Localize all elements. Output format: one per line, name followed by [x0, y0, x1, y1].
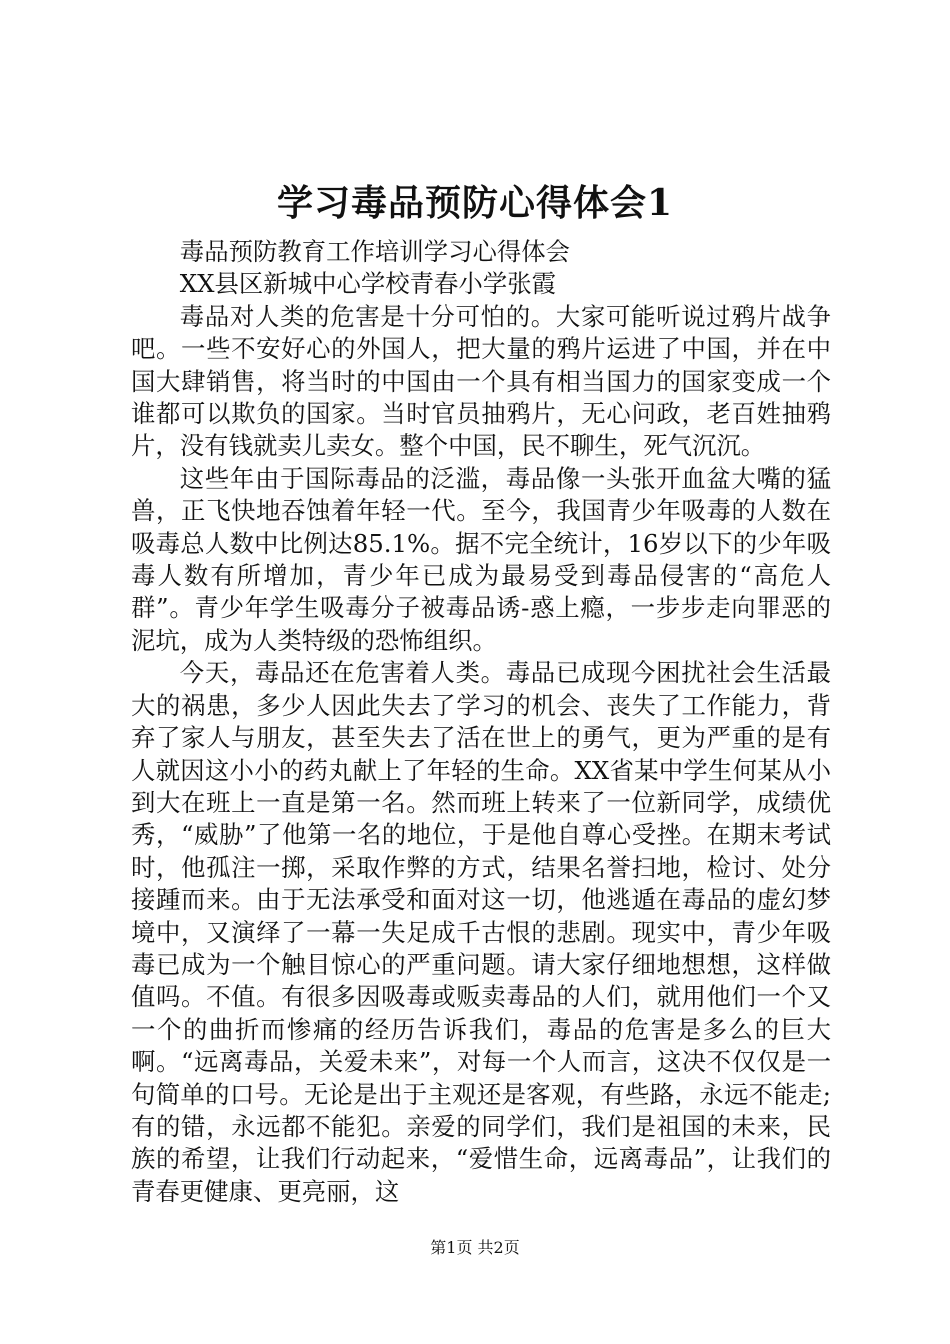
paragraph-history: 毒品对人类的危害是十分可怕的。大家可能听说过鸦片战争吧。一些不安好心的外国人，把大量的鸦片运进了中国，并在中国大肆销售，将当时的中国由一个具有相当国力的国家变成一个谁都可以欺负的国家。当时官员抽鸦片，无心问政，老百姓抽鸦片，没有钱就卖儿卖女。整个中国，民不聊生，死气沉沉。: [131, 301, 831, 461]
paragraph-author: XX县区新城中心学校青春小学张霞: [179, 269, 556, 299]
document-title: 学习毒品预防心得体会1: [276, 182, 674, 224]
document-body: [131, 236, 831, 1208]
paragraph-subtitle: 毒品预防教育工作培训学习心得体会: [179, 237, 571, 266]
paragraph-today: 今天，毒品还在危害着人类。毒品已成现今困扰社会生活最大的祸患，多少人因此失去了学习的机会、丧失了工作能力，背弃了家人与朋友，甚至失去了活在世上的勇气，更为严重的是有人就因这小小的药丸献上了年轻的生命。XX省某中学生何某从小到大在班上一直是第一名。然而班上转来了一位新同学，成绩优秀，“威胁”了他第一名的地位，于是他自尊心受挫。在期末考试时，他孤注一掷，采取作弊的方式，结果名誉扫地，检讨、处分接踵而来。由于无法承受和面对这一切，他逃遁在毒品的虚幻梦境中，又演绎了一幕一失足成千古恨的悲剧。现实中，青少年吸毒已成为一个触目惊心的严重问题。请大家仔细地想想，这样做值吗。不值。有很多因吸毒或贩卖毒品的人们，就用他们一个又一个的曲折而惨痛的经历告诉我们，毒品的危害是多么的巨大啊。“远离毒品，关爱未来”，对每一个人而言，这决不仅仅是一句简单的口号。无论是出于主观还是客观，有些路，永远不能走;有的错，永远都不能犯。亲爱的同学们，我们是祖国的未来，民族的希望，让我们行动起来，“爱惜生命，远离毒品”，让我们的青春更健康、更亮丽，这: [131, 658, 831, 1206]
page-footer: 第1页 共2页: [430, 1238, 520, 1257]
paragraph-youth-statistics: 这些年由于国际毒品的泛滥，毒品像一头张开血盆大嘴的猛兽，正飞快地吞蚀着年轻一代。至今，我国青少年吸毒的人数在吸毒总人数中比例达85.1%。据不完全统计，16岁以下的少年吸毒人数有所增加，青少年已成为最易受到毒品侵害的“高危人群”。青少年学生吸毒分子被毒品诱-惑上瘾，一步步走向罪恶的泥坑，成为人类特级的恐怖组织。: [131, 463, 831, 655]
